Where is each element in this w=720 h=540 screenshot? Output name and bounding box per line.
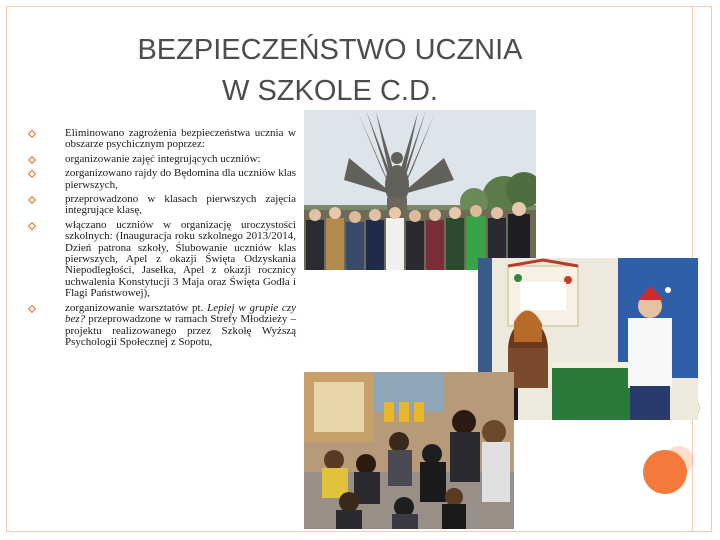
diamond-outline-icon: [28, 156, 36, 164]
photo-workshop: [304, 372, 514, 529]
slide-title: [0, 30, 660, 112]
bullet-item: [28, 154, 296, 165]
photo-group-eagle-monument: [304, 110, 536, 270]
diamond-outline-icon: [28, 196, 36, 204]
workshop-title: Lepiej w grupie czy bez?: [65, 301, 296, 326]
bullet-item: [28, 168, 296, 191]
bullet-text: Eliminowano zagrożenia bezpieczeństwa ucznia w obszarze psychicznym poprzez:: [65, 127, 296, 151]
bullet-text-post: przeprowadzone w ramach Strefy Młodzieży – projektu realizowanego przez Szkołę Wyższą Psychologii Społecznej z Sopotu,: [65, 313, 296, 348]
decor-large-circle: [643, 450, 687, 494]
bullet-item: [28, 220, 296, 300]
bullet-text-pre: zorganizowanie warsztatów pt.: [65, 301, 208, 314]
slide-title-line2: W SZKOLE C.D.: [222, 75, 438, 107]
diamond-outline-icon: [28, 130, 36, 138]
photo-workshop-illustration: [304, 372, 514, 529]
photo-group-eagle-illustration: [304, 110, 536, 270]
diamond-outline-icon: [28, 305, 36, 313]
bullet-list: [28, 128, 296, 351]
bullet-text: organizowanie zajęć integrujących uczniów:: [65, 152, 261, 165]
bullet-item: [28, 303, 296, 349]
bullet-item: [28, 194, 296, 217]
diamond-outline-icon: [28, 222, 36, 230]
diamond-outline-icon: [28, 170, 36, 178]
bullet-text: włączano uczniów w organizację uroczystości szkolnych: (Inauguracja roku szkolnego 2013/2014, Dzień patrona szkoły, Ślubowanie uczniów klas pierwszych, Apel z okazji Święta Odzyskania Niepodległości, Jasełka, Apel z okazji rocznicy uchwalenia Konstytucji 3 Maja oraz Święta Godła i Flagi Państwowej),: [65, 218, 296, 300]
bullet-text: zorganizowano rajdy do Będomina dla uczniów klas pierwszych,: [65, 167, 296, 191]
bullet-item: [28, 128, 296, 151]
bullet-text: przeprowadzono w klasach pierwszych zajęcia integrujące klasę,: [65, 193, 296, 217]
slide-title-line1: BEZPIECZEŃSTWO UCZNIA: [137, 34, 523, 66]
